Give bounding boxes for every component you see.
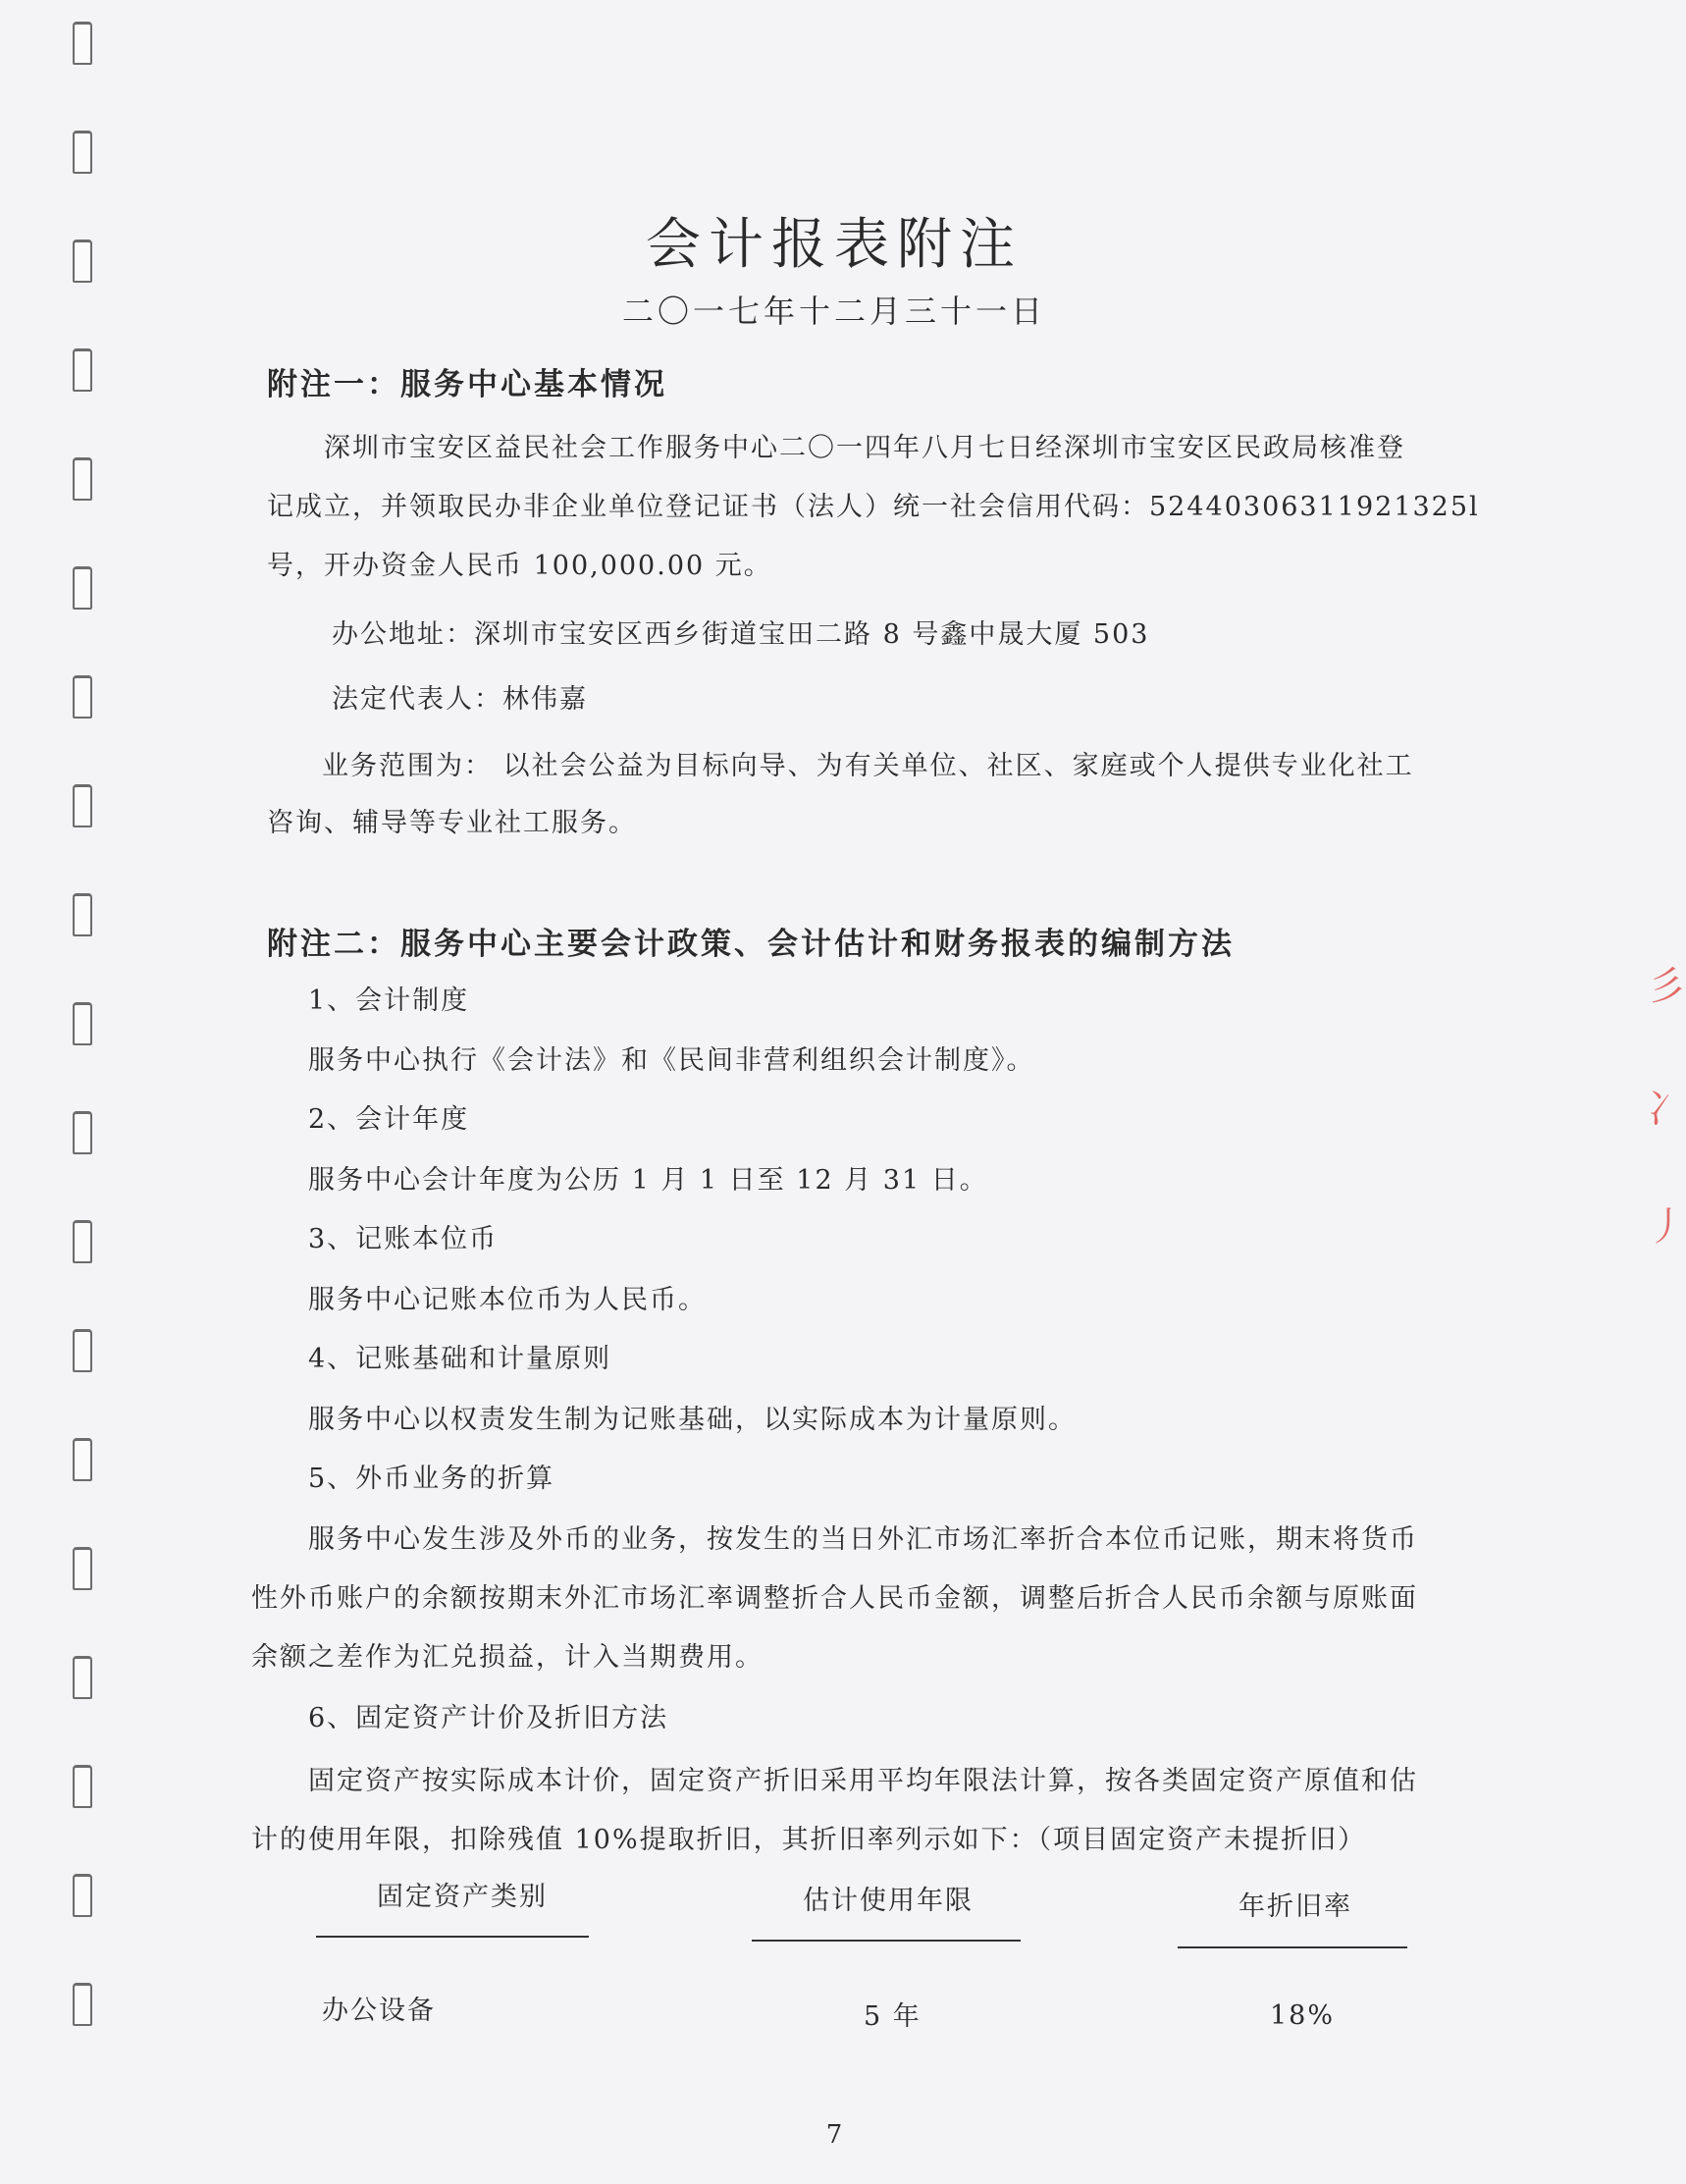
binding-hole bbox=[73, 1220, 92, 1263]
binding-hole bbox=[73, 131, 92, 174]
table-header-category: 固定资产类别 bbox=[377, 1882, 548, 1912]
binding-hole bbox=[73, 1002, 92, 1045]
note1-line: 记成立，并领取民办非企业单位登记证书（法人）统一社会信用代码：52440306311921325l bbox=[267, 492, 1480, 522]
section-title: 1、会计制度 bbox=[308, 985, 470, 1016]
table-cell-category: 办公设备 bbox=[322, 1996, 436, 2026]
table-header-useful-life: 估计使用年限 bbox=[803, 1886, 974, 1916]
binding-hole bbox=[73, 1983, 92, 2026]
binding-hole bbox=[73, 22, 92, 65]
legal-representative: 法定代表人：林伟嘉 bbox=[332, 684, 588, 715]
section-title: 5、外币业务的折算 bbox=[308, 1464, 555, 1494]
section-title: 4、记账基础和计量原则 bbox=[308, 1344, 612, 1374]
binding-hole bbox=[73, 675, 92, 719]
section-text: 性外币账户的余额按期末外汇市场汇率调整折合人民币金额，调整后折合人民币余额与原账面 bbox=[251, 1583, 1418, 1614]
section-text: 服务中心执行《会计法》和《民间非营利组织会计制度》。 bbox=[308, 1045, 1035, 1076]
business-scope-line: 业务范围为： 以社会公益为目标向导、为有关单位、社区、家庭或个人提供专业化社工 bbox=[322, 751, 1414, 781]
note1-line: 深圳市宝安区益民社会工作服务中心二〇一四年八月七日经深圳市宝安区民政局核准登 bbox=[324, 433, 1405, 463]
binding-hole bbox=[73, 1111, 92, 1154]
section-text: 服务中心发生涉及外币的业务，按发生的当日外汇市场汇率折合本位币记账，期末将货币 bbox=[308, 1524, 1418, 1555]
section-title: 6、固定资产计价及折旧方法 bbox=[308, 1703, 669, 1733]
stamp-edge-mark: 彡 bbox=[1647, 964, 1686, 1009]
section-text: 服务中心记账本位币为人民币。 bbox=[308, 1285, 707, 1315]
binding-hole bbox=[73, 1438, 92, 1481]
binding-hole bbox=[73, 1874, 92, 1917]
section-title: 2、会计年度 bbox=[308, 1104, 470, 1135]
table-header-depreciation-rate: 年折旧率 bbox=[1238, 1891, 1352, 1922]
page-number: 7 bbox=[825, 2120, 843, 2150]
table-header-underline bbox=[752, 1940, 1021, 1942]
office-address: 办公地址：深圳市宝安区西乡街道宝田二路 8 号鑫中晟大厦 503 bbox=[332, 619, 1150, 650]
binding-hole bbox=[73, 1656, 92, 1699]
section-text: 固定资产按实际成本计价，固定资产折旧采用平均年限法计算，按各类固定资产原值和估 bbox=[308, 1766, 1418, 1796]
business-scope-line: 咨询、辅导等专业社工服务。 bbox=[267, 808, 637, 838]
binding-hole bbox=[73, 457, 92, 501]
section-text: 服务中心会计年度为公历 1 月 1 日至 12 月 31 日。 bbox=[308, 1165, 988, 1196]
note1-heading: 附注一：服务中心基本情况 bbox=[267, 367, 667, 402]
binding-hole bbox=[73, 348, 92, 392]
binding-hole bbox=[73, 1329, 92, 1372]
table-cell-useful-life: 5 年 bbox=[864, 2001, 922, 2032]
document-title: 会计报表附注 bbox=[646, 213, 1023, 277]
table-header-underline bbox=[1178, 1946, 1407, 1948]
note2-heading: 附注二：服务中心主要会计政策、会计估计和财务报表的编制方法 bbox=[267, 927, 1235, 962]
table-cell-depreciation-rate: 18% bbox=[1270, 2000, 1336, 2031]
section-text: 服务中心以权责发生制为记账基础，以实际成本为计量原则。 bbox=[308, 1405, 1077, 1435]
binding-hole bbox=[73, 1547, 92, 1590]
document-date: 二〇一七年十二月三十一日 bbox=[621, 293, 1046, 330]
binding-hole bbox=[73, 1765, 92, 1808]
table-header-underline bbox=[316, 1936, 589, 1938]
section-text: 余额之差作为汇兑损益，计入当期费用。 bbox=[251, 1642, 764, 1673]
stamp-edge-mark: 丿 bbox=[1647, 1204, 1686, 1250]
section-title: 3、记账本位币 bbox=[308, 1224, 499, 1254]
stamp-edge-mark: 冫 bbox=[1647, 1087, 1686, 1132]
section-text: 计的使用年限，扣除残值 10%提取折旧，其折旧率列示如下：（项目固定资产未提折旧） bbox=[251, 1825, 1367, 1855]
binding-hole bbox=[73, 566, 92, 610]
binding-hole bbox=[73, 784, 92, 827]
note1-line: 号，开办资金人民币 100,000.00 元。 bbox=[267, 551, 772, 581]
binding-hole bbox=[73, 893, 92, 936]
